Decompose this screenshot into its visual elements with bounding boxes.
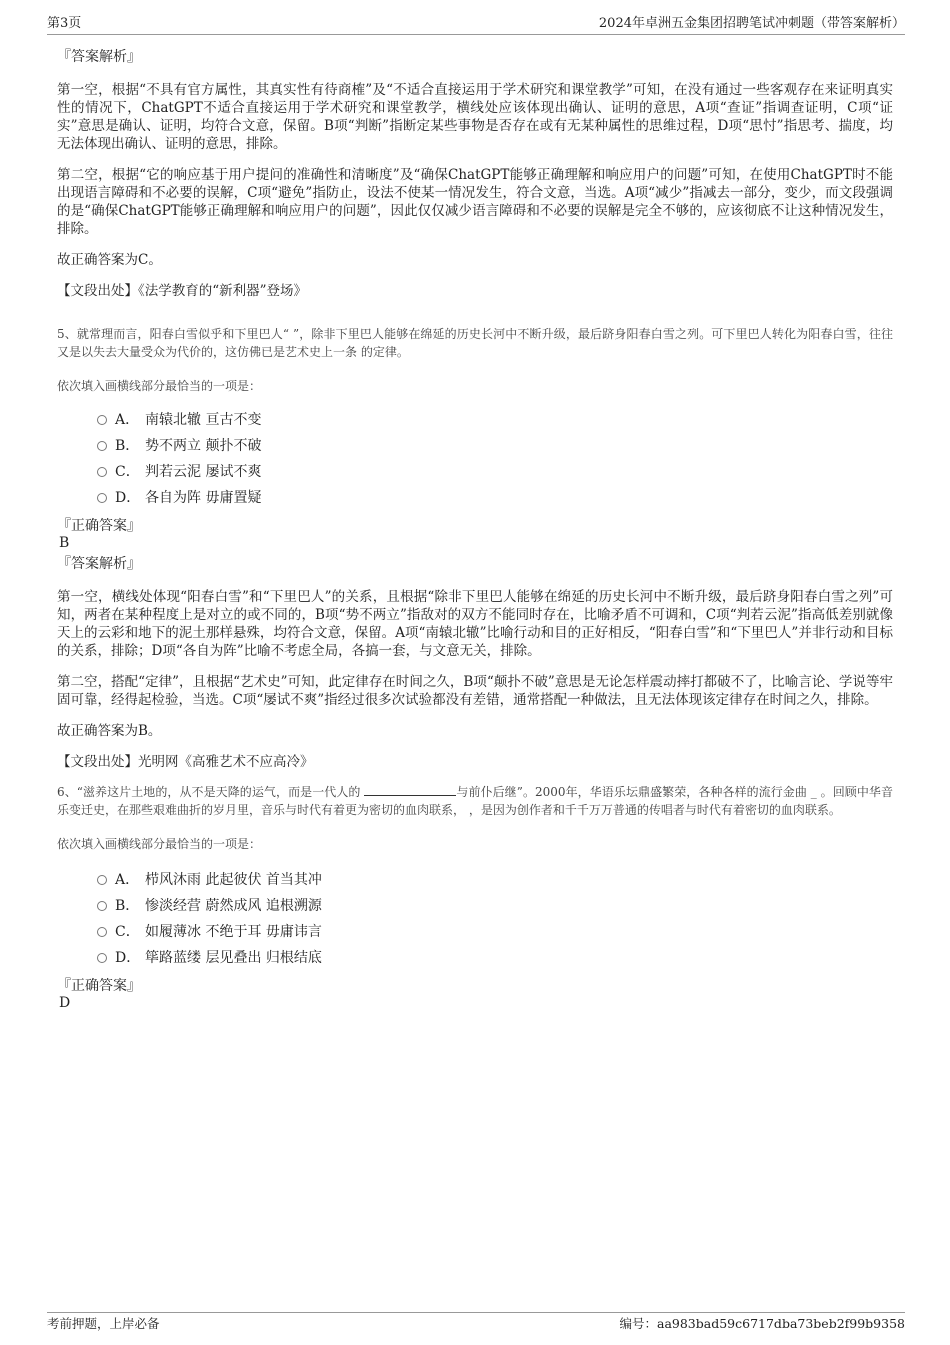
q6-option-b[interactable]: B． 惨淡经营 蔚然成风 追根溯源 [97, 893, 893, 919]
radio-icon[interactable] [97, 467, 107, 477]
answer-blank [364, 783, 456, 796]
q6-options [57, 867, 893, 971]
q5-option-a[interactable]: A． 南辕北辙 亘古不变 [97, 407, 893, 433]
radio-icon[interactable] [97, 441, 107, 451]
radio-icon[interactable] [97, 493, 107, 503]
q5-prompt: 依次填入画横线部分最恰当的一项是： [57, 379, 262, 393]
document-id: 编号：aa983bad59c6717dba73beb2f99b9358 [619, 1316, 905, 1331]
q6-answer-label: 『正确答案』 [57, 978, 141, 994]
footer-slogan: 考前押题，上岸必备 [47, 1316, 160, 1331]
page-footer [47, 1312, 905, 1333]
q6-prompt: 依次填入画横线部分最恰当的一项是： [57, 837, 262, 851]
q5-option-b[interactable]: B． 势不两立 颠扑不破 [97, 433, 893, 459]
q5-options [57, 407, 893, 511]
q5-answer: B [59, 535, 70, 551]
q4-analysis-p1: 第一空，根据“不具有官方属性，其真实性有待商榷”及“不适合直接运用于学术研究和课堂教学”可知，在没有通过一些客观存在来证明真实性的情况下，ChatGPT不适合直接运用于学术研究和课堂教学，横线处应该体现出确认、证明的意思，A项“查证”指调查证明，C项“证实”意思是确认、证明，均符合文意，保留。B项“判断”指断定某些事物是否存在或有无某种属性的思维过程，D项“思忖”指思考、揣度，均无法体现出确认、证明的意思，排除。 [57, 82, 893, 152]
page-number: 第3页 [47, 16, 82, 31]
q5-source: 【文段出处】光明网《高雅艺术不应高冷》 [57, 754, 314, 770]
q4-analysis-label: 『答案解析』 [57, 49, 141, 65]
q5-conclusion: 故正确答案为B。 [57, 723, 162, 739]
radio-icon[interactable] [97, 415, 107, 425]
q6-answer: D [59, 995, 71, 1011]
radio-icon[interactable] [97, 901, 107, 911]
radio-icon[interactable] [97, 927, 107, 937]
q6-option-a[interactable]: A． 栉风沐雨 此起彼伏 首当其冲 [97, 867, 893, 893]
q6-option-c[interactable]: C． 如履薄冰 不绝于耳 毋庸讳言 [97, 919, 893, 945]
q5-answer-label: 『正确答案』 [57, 518, 141, 534]
q4-source: 【文段出处】《法学教育的“新利器”登场》 [57, 283, 308, 299]
radio-icon[interactable] [97, 953, 107, 963]
q4-analysis-p2: 第二空，根据“它的响应基于用户提问的准确性和清晰度”及“确保ChatGPT能够正确理解和响应用户的问题”可知，在使用ChatGPT时不能出现语言障碍和不必要的误解，C项“避免”指防止，设法不使某一情况发生，符合文意，当选。A项“减少”指减去一部分，变少，而文段强调的是“确保ChatGPT能够正确理解和响应用户的问题”，因此仅仅减少语言障碍和不必要的误解是完全不够的，应该彻底不让这种情况发生，排除。 [57, 167, 893, 237]
radio-icon[interactable] [97, 875, 107, 885]
q5-analysis-label: 『答案解析』 [57, 556, 141, 572]
page-header [47, 14, 905, 35]
q5-option-c[interactable]: C． 判若云泥 屡试不爽 [97, 459, 893, 485]
q5-analysis-p1: 第一空，横线处体现“阳春白雪”和“下里巴人”的关系，且根据“除非下里巴人能够在绵延的历史长河中不断升级，最后跻身阳春白雪之列”可知，两者在某种程度上是对立的或不同的，B项“势不两立”指敌对的双方不能同时存在，比喻矛盾不可调和，C项“判若云泥”指高低差别就像天上的云彩和地下的泥土那样悬殊，均符合文意，保留。A项“南辕北辙”比喻行动和目的正好相反，“阳春白雪”和“下里巴人”并非行动和目标的关系，排除；D项“各自为阵”比喻不考虑全局，各搞一套，与文意无关，排除。 [57, 589, 893, 659]
document-body [57, 40, 893, 1012]
q6-option-d[interactable]: D． 筚路蓝缕 层见叠出 归根结底 [97, 945, 893, 971]
q6-stem: 6、“滋养这片土地的，从不是天降的运气，而是一代人的 与前仆后继”。2000年，华语乐坛鼎盛繁荣，各种各样的流行金曲 _ 。回顾中华音乐变迁史，在那些艰难曲折的岁月里，音乐与时代有着更为密切的血肉联系， ，是因为创作者和千千万万普通的传唱者与时代有着密切的血肉联系。 [57, 785, 893, 817]
q4-conclusion: 故正确答案为C。 [57, 252, 162, 268]
document-title: 2024年卓洲五金集团招聘笔试冲刺题（带答案解析） [598, 16, 905, 31]
q5-stem: 5、就常理而言，阳春白雪似乎和下里巴人“ ”，除非下里巴人能够在绵延的历史长河中不断升级，最后跻身阳春白雪之列。可下里巴人转化为阳春白雪，往往又是以失去大量受众为代价的，这仿佛已是艺术史上一条 的定律。 [57, 327, 893, 359]
q5-analysis-p2: 第二空，搭配“定律”，且根据“艺术史”可知，此定律存在时间之久，B项“颠扑不破”意思是无论怎样震动摔打都破不了，比喻言论、学说等牢固可靠，经得起检验，当选。C项“屡试不爽”指经过很多次试验都没有差错，通常搭配一种做法，且无法体现该定律存在时间之久，排除。 [57, 674, 893, 708]
q5-option-d[interactable]: D． 各自为阵 毋庸置疑 [97, 485, 893, 511]
